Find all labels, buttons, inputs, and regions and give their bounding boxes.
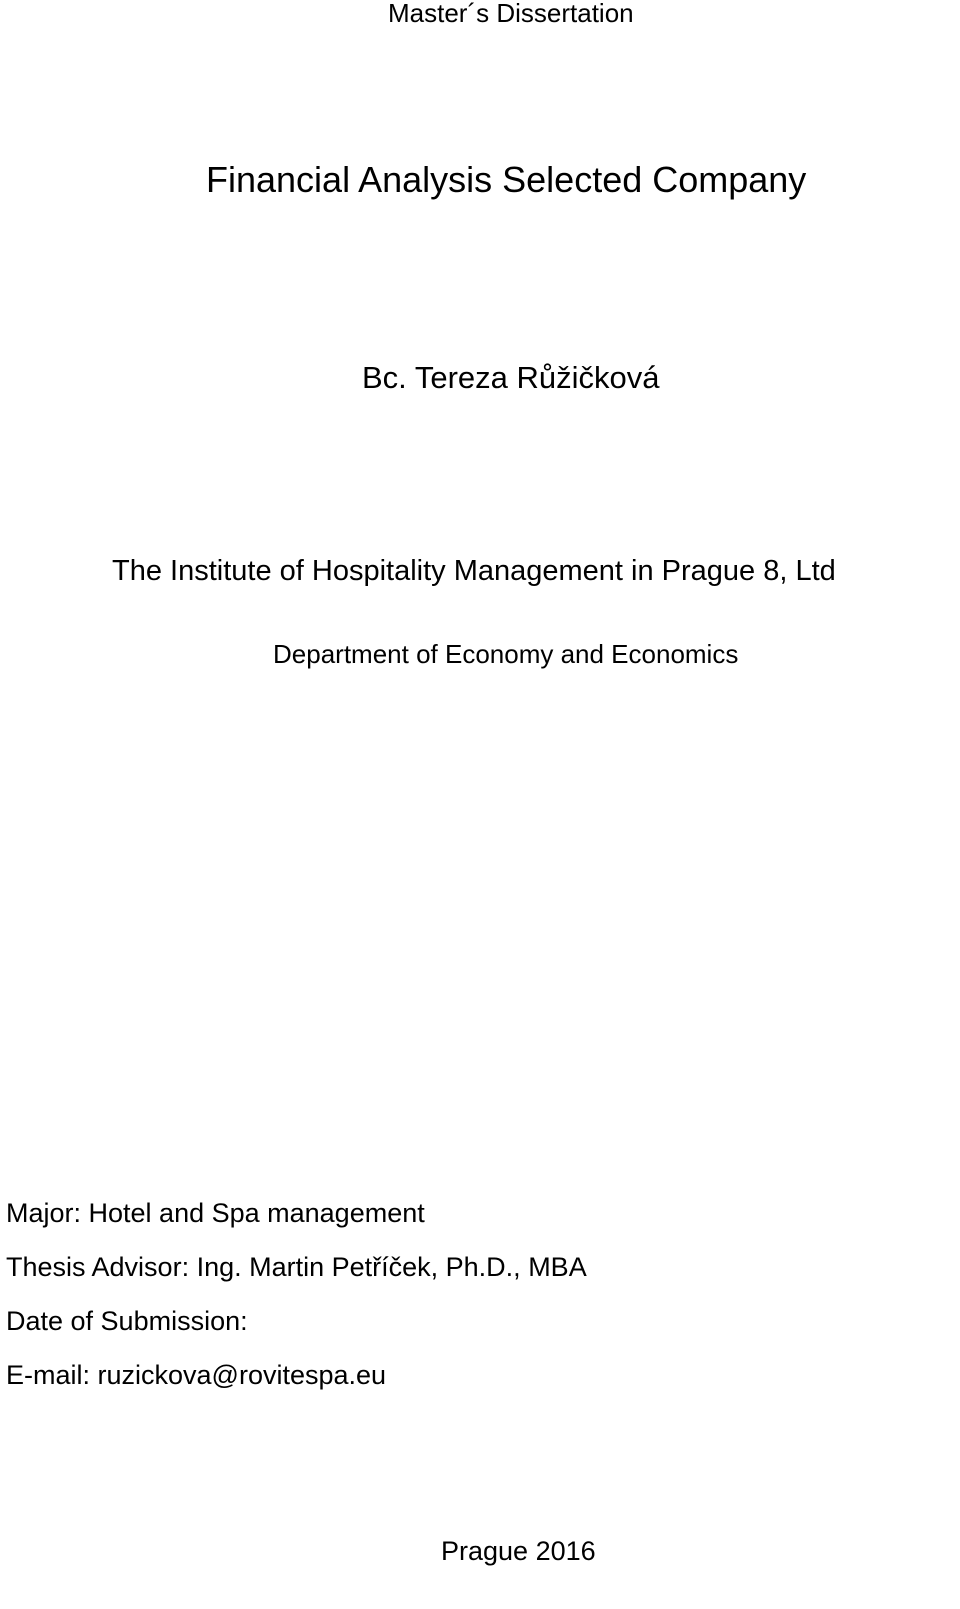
major-line: Major: Hotel and Spa management [6, 1198, 425, 1228]
thesis-advisor-line: Thesis Advisor: Ing. Martin Petříček, Ph.D., MBA [6, 1252, 587, 1282]
email-line: E-mail: ruzickova@rovitespa.eu [6, 1360, 387, 1390]
place-and-year: Prague 2016 [441, 1536, 596, 1566]
thesis-title: Financial Analysis Selected Company [206, 159, 807, 200]
author-name: Bc. Tereza Růžičková [362, 360, 660, 395]
submission-date-line: Date of Submission: [6, 1306, 248, 1336]
department-name: Department of Economy and Economics [273, 639, 739, 669]
institution-name: The Institute of Hospitality Management in Prague 8, Ltd [112, 555, 836, 587]
document-type-header: Master´s Dissertation [388, 0, 634, 28]
